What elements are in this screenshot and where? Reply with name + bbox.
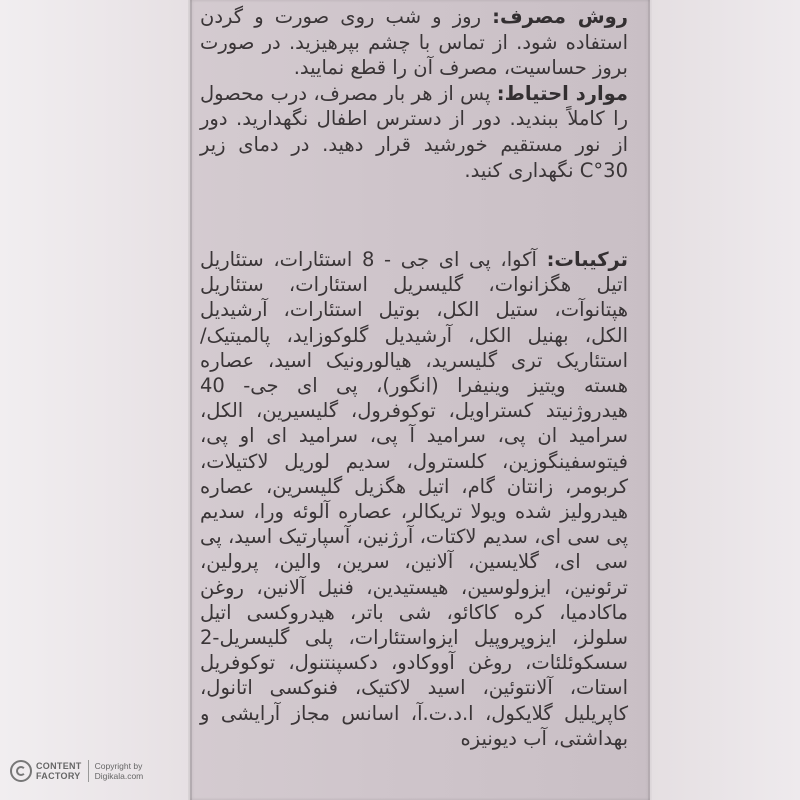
background-left	[0, 0, 190, 800]
background-right	[650, 0, 800, 800]
precautions-paragraph	[200, 81, 628, 183]
usage-paragraph	[200, 4, 628, 81]
ingredients-label: ترکیبات:	[546, 248, 628, 271]
watermark-divider	[88, 760, 89, 782]
watermark-copyright-line1: Copyright by	[94, 761, 143, 771]
content-factory-logo-icon	[10, 760, 32, 782]
watermark-copyright	[95, 761, 144, 781]
precautions-body: پس از هر بار مصرف، درب محصول را کاملاً ببندید. دور از دسترس اطفال نگهدارید. دور از نور مستقیم خورشید قرار دهید. در دمای زیر 30°C نگهداری کنید.	[200, 81, 628, 182]
watermark-brand	[36, 761, 82, 781]
usage-and-precautions-text	[200, 4, 628, 183]
watermark-brand-line1: CONTENT	[36, 761, 82, 771]
watermark-brand-line2: FACTORY	[36, 771, 81, 781]
package-edge-left	[188, 0, 192, 800]
precautions-label: موارد احتیاط:	[496, 81, 628, 105]
watermark-copyright-line2: Digikala.com	[94, 771, 144, 781]
usage-label: روش مصرف:	[492, 5, 628, 28]
watermark	[10, 760, 143, 782]
ingredients-paragraph	[200, 247, 628, 751]
ingredients-text	[200, 247, 628, 751]
package-edge-right	[648, 0, 652, 800]
usage-body: روز و شب روی صورت و گردن استفاده شود. از تماس با چشم بپرهیزید. در صورت بروز حساسیت، مصرف آن را قطع نمایید.	[200, 5, 628, 80]
ingredients-body: آکوا، پی ای جی - 8 استئارات، ستئاریل اتیل هگزانوات، گلیسریل استئارات، ستئاریل هپتانوآت، ستیل الکل، بوتیل استئارات، آرشیدیل الکل، بهنیل الکل، آرشیدیل گلوکوزاید، پالمیتیک/ استئاریک تری گلیسرید، هیالورونیک اسید، عصاره هسته ویتیز وینیفرا (انگور)، پی ای جی- 40 هیدروژنیتد کستراویل، توکوفرول، گلیسیرین، الکل، سرامید ان پی، سرامید آ پی، سرامید ای او پی، فیتوسفینگوزین، کلسترول، سدیم لوریل لاکتیلات، کربومر، زانتان گام، اتیل هگزیل گلیسرین، عصاره هیدرولیز شده ویولا تریکالر، عصاره آلوئه ورا، سدیم پی سی ای، سدیم لاکتات، آرژنین، آسپارتیک اسید، پی سی ای، گلایسین، آلانین، سرین، والین، پرولین، ترئونین، ایزولوسین، هیستیدین، فنیل آلانین، روغن ماکادمیا، کره کاکائو، شی باتر، هیدروکسی اتیل سلولز، ایزوپروپیل ایزواستئارات، پلی گلیسریل-2 سسکوئلئات، روغن آووکادو، دکسپنتنول، توکوفریل استات، آلانتوئین، اسید لاکتیک، فنوکسی اتانول، کاپریلیل گلایکول، ا.د.ت.آ، اسانس مجاز آرایشی و بهداشتی، آب دیونیزه	[200, 248, 628, 750]
